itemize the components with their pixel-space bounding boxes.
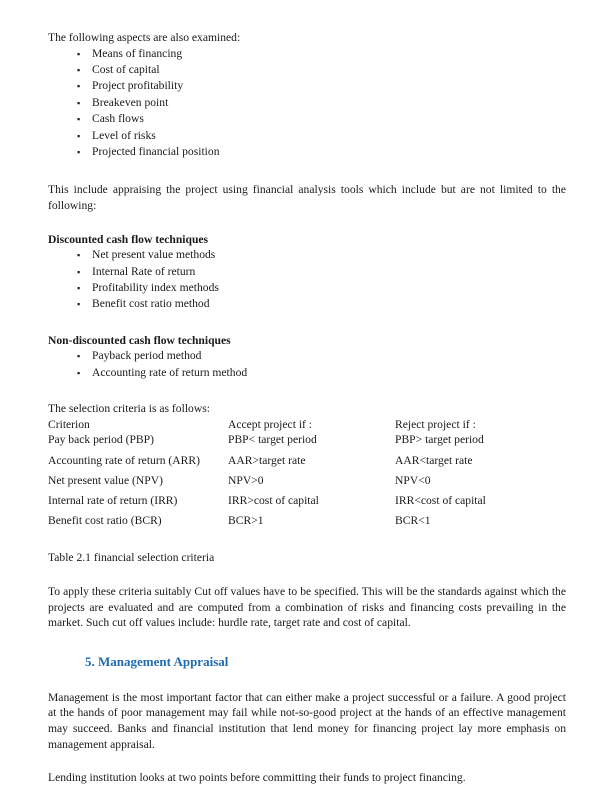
list-item [48,78,566,94]
table-cell: Internal rate of return (IRR) [48,493,178,507]
bullet-icon: ▪ [77,81,81,92]
bullet-icon: ▪ [77,299,81,310]
selection-intro: The selection criteria is as follows: [48,402,210,416]
table-row [48,448,566,468]
list-item-label: Breakeven point [92,95,169,109]
list-item [48,348,566,364]
list-item [48,95,566,111]
criteria-table [48,417,566,529]
table-cell: PBP< target period [228,433,317,447]
list-item-label: Payback period method [92,349,202,363]
list-item-label: Internal Rate of return [92,264,196,278]
spacer [48,381,566,401]
table-row [48,432,566,448]
list-item [48,296,566,312]
bullet-icon: ▪ [77,266,81,277]
cutoff-paragraph: To apply these criteria suitably Cut off values have to be specified. This will be the standards against which the projects are evaluated and are computed from a combination of risks and financing costs prevailing in the market. Such cut off values include: hurdle rate, target rate and cost of capital. [48,585,566,630]
table-cell: IRR>cost of capital [228,493,319,507]
bullet-icon: ▪ [77,367,81,378]
table-header-accept: Accept project if : [228,417,313,431]
non-discounted-heading: Non-discounted cash flow techniques [48,333,231,347]
page-title: 5. Management Appraisal [85,653,229,669]
table-row [48,508,566,528]
table-caption: Table 2.1 financial selection criteria [48,551,215,565]
table-cell: Net present value (NPV) [48,473,163,487]
list-item [48,46,566,62]
list-item-label: Project profitability [92,79,184,93]
list-item [48,264,566,280]
table-cell: BCR<1 [395,513,431,527]
list-item [48,144,566,160]
bullet-icon: ▪ [77,283,81,294]
list-item [48,280,566,296]
table-cell: BCR>1 [228,513,264,527]
table-row [48,468,566,488]
intro-line: The following aspects are also examined: [48,31,241,44]
table-cell: NPV>0 [228,473,264,487]
table-cell: IRR<cost of capital [395,493,486,507]
table-cell: Benefit cost ratio (BCR) [48,513,162,527]
lending-paragraph: Lending institution looks at two points before committing their funds to project financing. [48,771,466,785]
spacer [48,313,566,333]
table-header-criterion: Criterion [48,417,90,431]
table-cell: Pay back period (PBP) [48,433,154,447]
bullet-icon: ▪ [77,147,81,158]
table-cell: AAR>target rate [228,453,306,467]
spacer [48,214,566,232]
bullet-icon: ▪ [77,130,81,141]
tools-paragraph: This include appraising the project using financial analysis tools which include but are not limited to the following: [48,183,566,213]
list-item-label: Cost of capital [92,63,160,76]
table-row [48,488,566,508]
list-item-label: Profitability index methods [92,281,219,295]
non-discounted-list [48,348,566,381]
bullet-icon: ▪ [77,97,81,108]
table-cell: AAR<target rate [395,453,473,467]
bullet-icon: ▪ [77,250,81,261]
list-item [48,365,566,381]
spacer [48,566,566,584]
list-item-label: Net present value methods [92,248,216,262]
list-item [48,247,566,263]
management-paragraph: Management is the most important factor that can either make a project successful or a failure. A good project at the hands of poor management may fail while not-so-good project at the hands of an effective management may succeed. Banks and financial institution that lend money for financing project lay more emphasis on management appraisal. [48,690,566,751]
page-content [48,30,566,786]
table-row [48,417,566,433]
table-cell: Accounting rate of return (ARR) [48,453,200,467]
bullet-icon: ▪ [77,114,81,125]
discounted-list [48,247,566,313]
list-item-label: Accounting rate of return method [92,365,248,379]
list-item-label: Level of risks [92,128,156,142]
spacer [48,670,566,690]
spacer [48,752,566,770]
list-item-label: Benefit cost ratio method [92,297,210,311]
table-cell: NPV<0 [395,473,431,487]
list-item-label: Projected financial position [92,145,220,159]
spacer [48,528,566,550]
list-item [48,111,566,127]
list-item [48,128,566,144]
spacer [48,160,566,182]
spacer [48,631,566,653]
table-header-reject: Reject project if : [395,417,476,431]
table-cell: PBP> target period [395,433,484,447]
list-item-label: Cash flows [92,112,144,126]
bullet-icon: ▪ [77,65,81,75]
list-item-label: Means of financing [92,46,183,60]
discounted-heading: Discounted cash flow techniques [48,232,209,246]
aspects-list [48,46,566,161]
bullet-icon: ▪ [77,351,81,362]
list-item [48,62,566,78]
bullet-icon: ▪ [77,48,81,59]
